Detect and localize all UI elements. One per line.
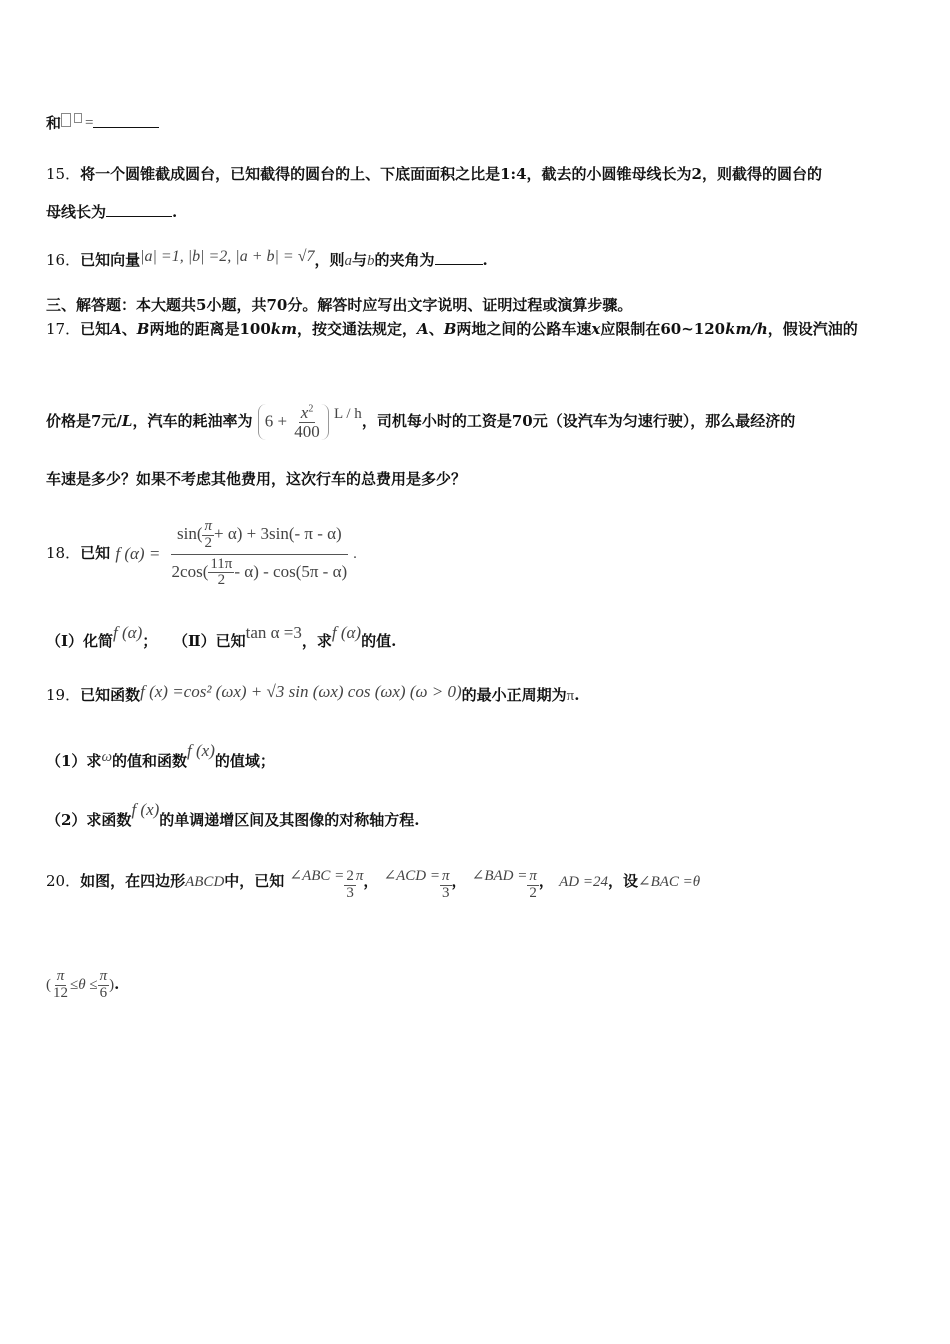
missing-glyph-icon <box>61 113 71 127</box>
vector-condition: |a| =1, |b| =2, |a + b| = √7 <box>140 248 315 265</box>
question-19-part2: （2）求函数f (x)的单调递增区间及其图像的对称轴方程. <box>46 800 420 829</box>
question-18-parts: （Ⅰ）化简f (α)； （Ⅱ）已知tan α =3，求f (α)的值. <box>46 623 397 650</box>
question-15-line2: 母线长为 . <box>46 203 178 221</box>
question-15: 15．将一个圆锥截成圆台，已知截得的圆台的上、下底面面积之比是1:4，截去的小圆锥母线长为2，则截得的圆台的 <box>46 165 822 183</box>
f-x-formula: f (x) =cos² (ωx) + √3 sin (ωx) cos (ωx) (ω > 0) <box>140 682 462 701</box>
question-17-line3: 车速是多少？如果不考虑其他费用，这次行车的总费用是多少？ <box>46 470 467 488</box>
section-3-heading: 三、解答题：本大题共5小题，共70分。解答时应写出文字说明、证明过程或演算步骤。 <box>46 296 633 314</box>
question-18: 18．已知 f (α) = sin( $\frac{\pi}{2}$ + α) + 3sin(- π - α) 2cos( $\frac{11\pi}{2}$ - α) - cos(5π - α) . <box>46 518 357 589</box>
question-16: 16．已知向量|a| =1, |b| =2, |a + b| = √7，则a与b的夹角为 . <box>46 248 488 269</box>
prev-question-tail: 和 = <box>46 113 159 133</box>
question-17-line2: 价格是7元/L，汽车的耗油率为 6 + $\frac{x^2}{400}$ L / h，司机每小时的工资是70元（设汽车为匀速行驶），那么最经济的 <box>46 402 796 441</box>
answer-blank <box>106 202 172 217</box>
question-20: 20．如图，在四边形ABCD中，已知 ∠ABC = $\frac{2}{3}$ π， ∠ACD = $\frac{\pi}{3}$ ， ∠BAD = $\frac{\pi}{2}$ ， AD =24，设∠BAC =θ <box>46 868 701 901</box>
question-20-condition: ( $\frac{\pi}{12}$ ≤θ ≤ $\frac{\pi}{6}$ ). <box>46 967 120 1001</box>
f-alpha-formula: sin( $\frac{\pi}{2}$ + α) + 3sin(- π - α) 2cos( $\frac{11\pi}{2}$ - α) - cos(5π - α) <box>171 518 348 589</box>
question-19: 19．已知函数f (x) =cos² (ωx) + √3 sin (ωx) cos (ωx) (ω > 0)的最小正周期为π. <box>46 682 580 704</box>
answer-blank <box>93 113 159 128</box>
question-17: 17．已知A、B两地的距离是100km，按交通法规定，A、B两地之间的公路车速x应限制在60~120km/h，假设汽油的 <box>46 320 858 338</box>
missing-glyph-icon <box>74 113 82 123</box>
answer-blank <box>435 250 483 265</box>
question-19-part1: （1）求ω的值和函数f (x)的值域； <box>46 741 275 770</box>
fuel-rate-formula: 6 + $\frac{x^2}{400}$ <box>258 404 329 441</box>
